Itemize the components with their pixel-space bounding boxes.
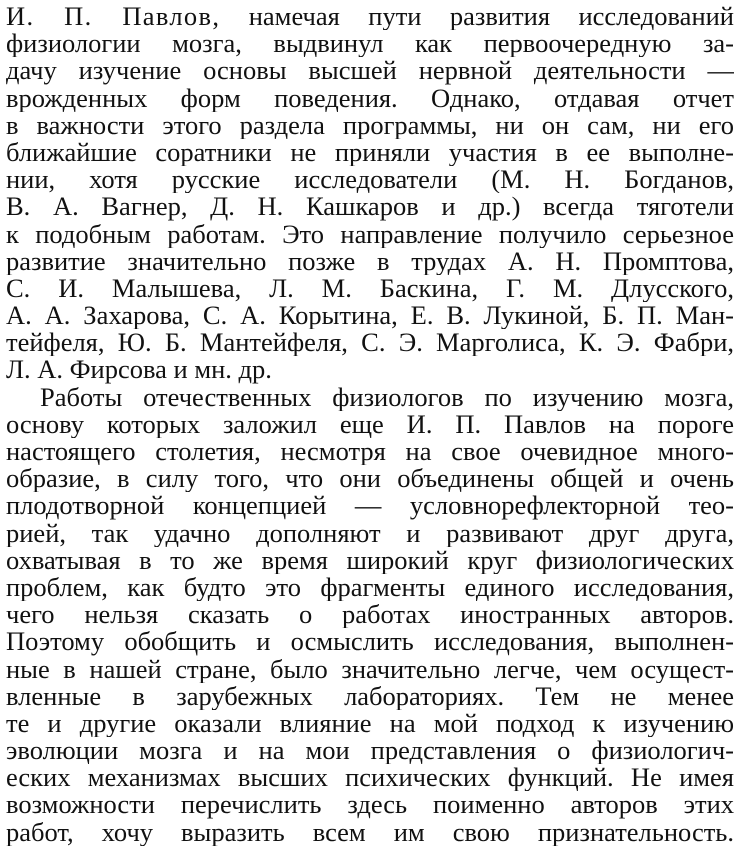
text-line: возможности перечислить здесь поименно авторов этих	[6, 791, 734, 819]
text-line: нии, хотя русские исследователи (М. Н. Богданов,	[6, 166, 734, 194]
text-line: проблем, как будто это фрагменты единого исследования,	[6, 573, 734, 602]
text-line: вленные в зарубежных лабораториях. Тем не менее	[6, 682, 734, 710]
text-line: те и другие оказали влияние на мой подход к изучению	[6, 709, 734, 738]
text-line: С. И. Малышева, Л. М. Баскина, Г. М. Длусского,	[6, 274, 734, 303]
text-line: развитие значительно позже в трудах А. Н. Промптова,	[6, 247, 734, 275]
text-line: настоящего столетия, несмотря на свое очевидное много-	[6, 438, 734, 466]
text-line: Л. А. Фирсова и мн. др.	[6, 356, 272, 384]
text-line: образие, в силу того, что они объединены общей и очень	[6, 465, 734, 493]
text-line: врожденных форм поведения. Однако, отдавая отчет	[6, 84, 734, 112]
text-line: рией, так удачно дополняют и развивают друг друга,	[6, 519, 734, 547]
text-line: плодотворной концепцией — условнорефлекторной тео-	[6, 492, 734, 520]
paragraph-1	[6, 3, 734, 384]
text-line: работ, хочу выразить всем им свою признательность.	[6, 818, 734, 846]
text-line: эволюции мозга и на мои представления о физиологич-	[6, 737, 734, 765]
text-line: И. П. Павлов, намечая пути развития исследований	[6, 3, 734, 31]
text-line: ные в нашей стране, было значительно легче, чем осущест-	[6, 655, 734, 683]
text-line: еских механизмах высших психических функций. Не имея	[6, 764, 734, 792]
text-line: к подобным работам. Это направление получило серьезное	[6, 220, 734, 248]
text-line: дачу изучение основы высшей нервной деятельности —	[6, 57, 734, 85]
text-line: охватывая в то же время широкий круг физиологических	[6, 546, 734, 574]
text-line: чего нельзя сказать о работах иностранных авторов.	[6, 601, 734, 629]
text-line: ближайшие соратники не приняли участия в ее выполне-	[6, 138, 734, 167]
text-line: Работы отечественных физиологов по изучению мозга,	[40, 383, 734, 411]
text-line: В. А. Вагнер, Д. Н. Кашкаров и др.) всегда тяготели	[6, 193, 734, 221]
text-line: тейфеля, Ю. Б. Мантейфеля, С. Э. Марголиса, К. Э. Фабри,	[6, 329, 734, 357]
text-line: Поэтому обобщить и осмыслить исследования, выполнен-	[6, 628, 734, 656]
author-lead: И. П. Павлов,	[6, 3, 221, 31]
text-line: физиологии мозга, выдвинул как первоочередную за-	[6, 30, 734, 58]
text-line: основу которых заложил еще И. П. Павлов на пороге	[6, 410, 734, 438]
paragraph-2	[6, 384, 734, 846]
text-line: в важности этого раздела программы, ни он сам, ни его	[6, 111, 734, 139]
text-line: А. А. Захарова, С. А. Корытина, Е. В. Лукиной, Б. П. Ман-	[6, 302, 734, 330]
